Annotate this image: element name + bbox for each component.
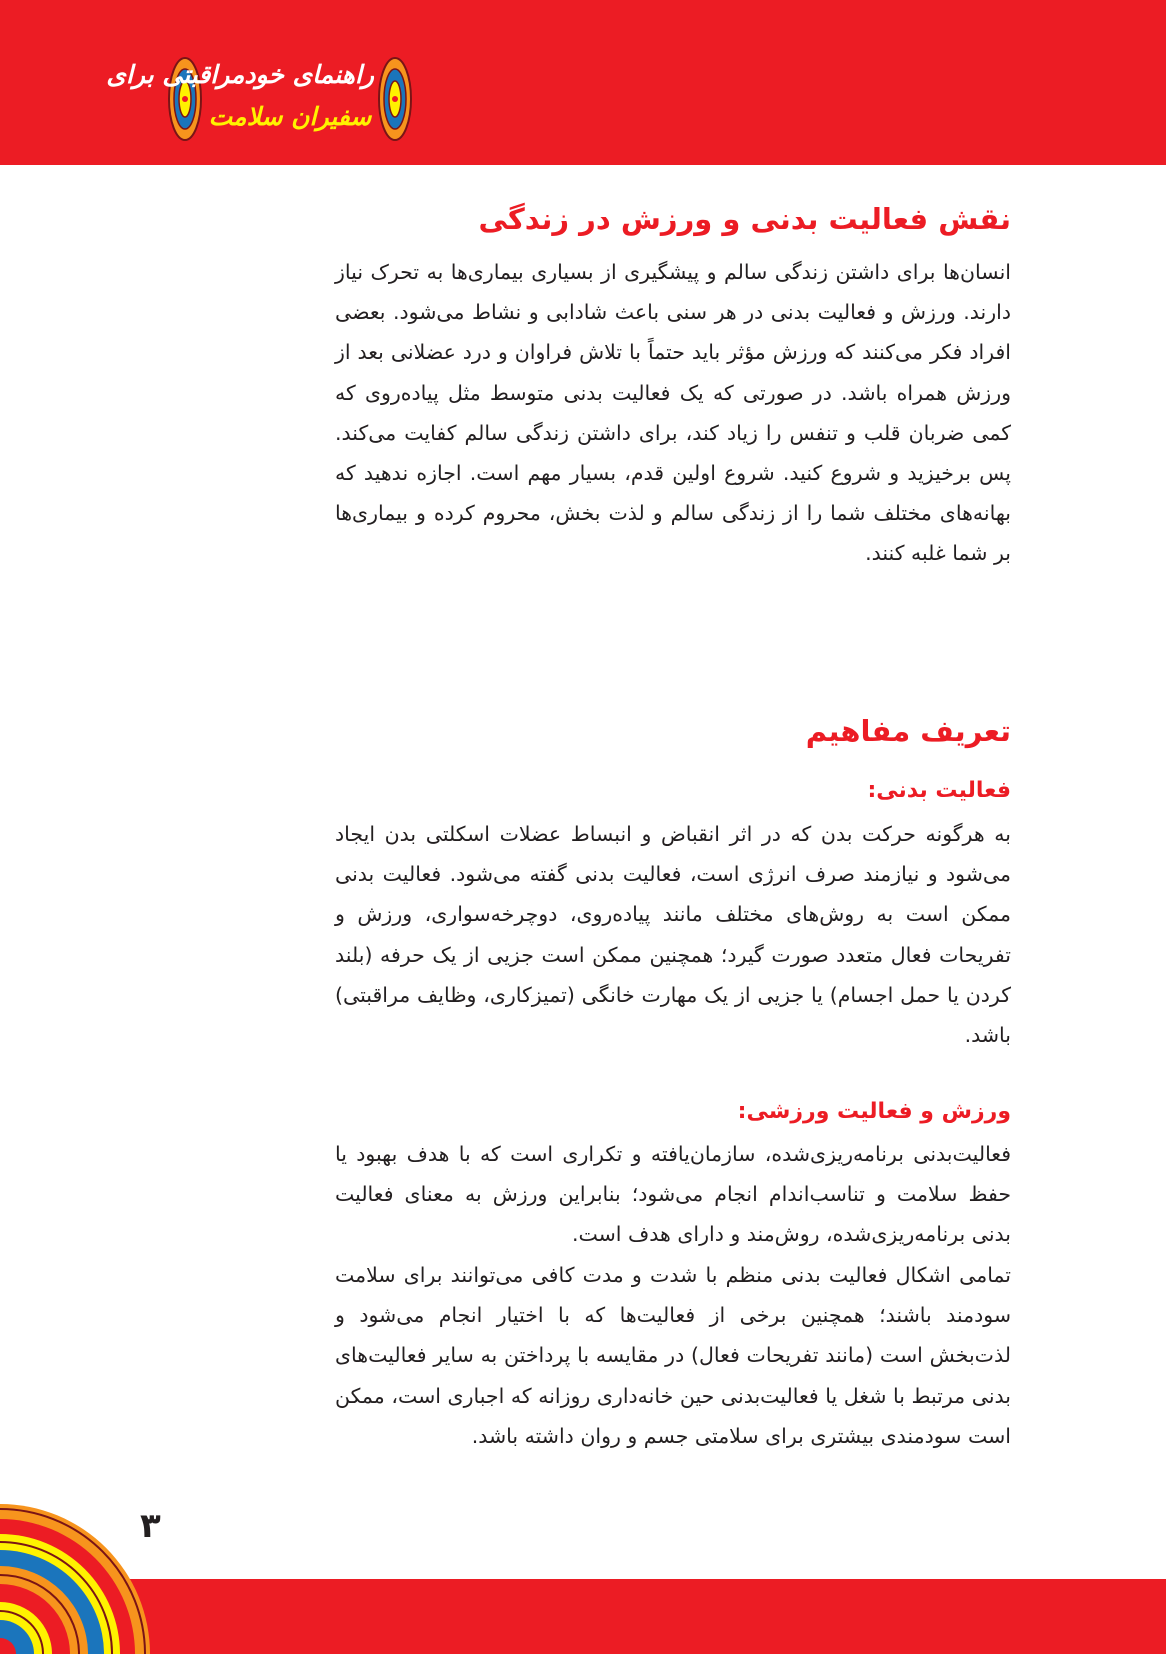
mandala-ornament-icon — [0, 1490, 150, 1654]
paragraph-physical-activity: به هرگونه حرکت بدن که در اثر انقباض و انبساط عضلات اسکلتی بدن ایجاد می‌شود و نیازمند صرف انرژی است، فعالیت بدنی گفته می‌شود. فعالیت بدنی ممکن است به روش‌های مختلف مانند پیاده‌روی، دوچرخه‌سواری، ورزش و تفریحات فعال متعدد صورت گیرد؛ همچنین ممکن است جزیی از یک حرفه (بلند کردن یا حمل اجسام) یا جزیی از یک مهارت خانگی (تمیزکاری، وظایف مراقبتی) باشد. — [335, 822, 1011, 1048]
paragraph-exercise-definition: فعالیت‌بدنی برنامه‌ریزی‌شده، سازمان‌یافته و تکراری است که با هدف بهبود یا حفظ سلامت و تناسب‌اندام انجام می‌شود؛ بنابراین ورزش به معنای فعالیت بدنی برنامه‌ریزی‌شده، روش‌مند و دارای هدف است. — [335, 1142, 1011, 1247]
logo-line-2: سفیران سلامت — [208, 102, 372, 131]
paragraph-exercise-benefits: تمامی اشکال فعالیت بدنی منظم با شدت و مدت کافی می‌توانند برای سلامت سودمند باشند؛ همچنین برخی از فعالیت‌ها که با اختیار انجام می‌شود و لذت‌بخش است (مانند تفریحات فعال) در مقایسه با پرداختن به سایر فعالیت‌های بدنی مرتبط با شغل یا فعالیت‌بدنی حین خانه‌داری روزانه که اجباری است، ممکن است سودمندی بیشتری برای سلامتی جسم و روان داشته باشد. — [335, 1263, 1011, 1448]
page-number: ۳ — [140, 1506, 161, 1546]
booklet-logo — [106, 52, 412, 150]
footer-band — [0, 1579, 1166, 1654]
subheading-exercise: ورزش و فعالیت ورزشی: — [737, 1099, 1011, 1124]
logo-line-1: راهنمای خودمراقبتی برای — [106, 60, 374, 89]
ornament-rosette-icon — [378, 56, 412, 142]
section-paragraph-intro: انسان‌ها برای داشتن زندگی سالم و پیشگیری از بسیاری بیماری‌ها به تحرک نیاز دارند. ورزش و فعالیت بدنی در هر سنی باعث شادابی و نشاط می‌شود. بعضی افراد فکر می‌کنند که ورزش مؤثر باید حتماً با تلاش فراوان و درد عضلانی بعد از ورزش همراه باشد. در صورتی که یک فعالیت بدنی متوسط مثل پیاده‌روی که کمی ضربان قلب و تنفس را زیاد کند، برای داشتن زندگی سالم کفایت می‌کند. پس برخیزید و شروع کنید. شروع اولین قدم، بسیار مهم است. اجازه ندهید که بهانه‌های مختلف شما را از زندگی سالم و لذت بخش، محروم کرده و بیماری‌ها بر شما غلبه کنند. — [335, 260, 1011, 566]
subheading-physical-activity: فعالیت بدنی: — [867, 778, 1011, 803]
section-title-definitions: تعریف مفاهیم — [805, 714, 1011, 748]
section-title-physical-activity-role: نقش فعالیت بدنی و ورزش در زندگی — [478, 202, 1011, 236]
